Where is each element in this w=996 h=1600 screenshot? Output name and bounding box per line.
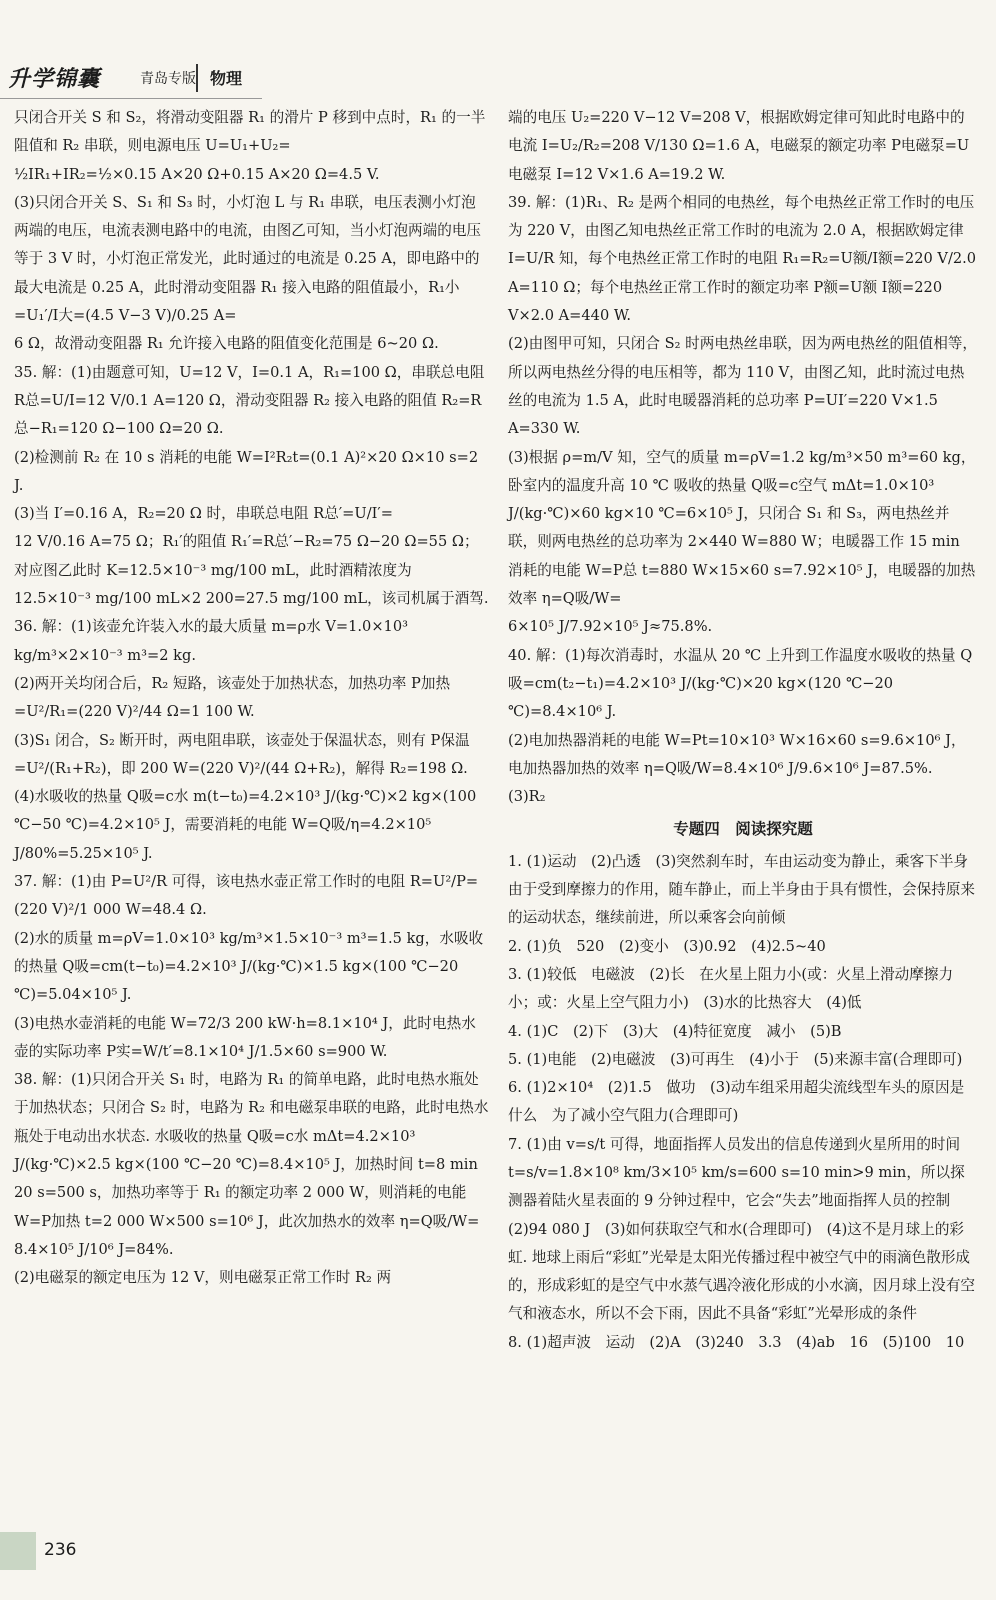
answer-paragraph: (4)水吸收的热量 Q吸=c水 m(t−t₀)=4.2×10³ J/(kg·℃)×2 kg×(100 ℃−50 ℃)=4.2×10⁵ J，需要消耗的电能 W=Q吸/η=4.2×10⁵ J/80%=5.25×10⁵ J. <box>14 788 477 862</box>
answer-paragraph: 1. (1)运动 (2)凸透 (3)突然刹车时，车由运动变为静止，乘客下半身由于受到摩擦力的作用，随车静止，而上半身由于具有惯性，会保持原来的运动状态，继续前进，所以乘客会向前倾 <box>508 852 976 927</box>
page-header <box>0 0 996 100</box>
answer-paragraph: 6×10⁵ J/7.92×10⁵ J≈75.8%. <box>508 618 713 636</box>
subject-label: 物理 <box>210 69 243 88</box>
answer-paragraph: 只闭合开关 S 和 S₂，将滑动变阻器 R₁ 的滑片 P 移到中点时，R₁ 的一半阻值和 R₂ 串联，则电源电压 U=U₁+U₂= <box>14 109 486 155</box>
answer-paragraph: 6. (1)2×10⁴ (2)1.5 做功 (3)动车组采用超尖流线型车头的原因是什么 为了减小空气阻力(合理即可) <box>508 1079 965 1125</box>
brand-logo: 升学锦囊 <box>8 67 101 92</box>
answer-paragraph: (2)电加热器消耗的电能 W=Pt=10×10³ W×16×60 s=9.6×10⁶ J，电加热器加热的效率 η=Q吸/W=8.4×10⁶ J/9.6×10⁶ J=87.5%. <box>508 731 966 777</box>
answer-paragraph: (3)只闭合开关 S、S₁ 和 S₃ 时，小灯泡 L 与 R₁ 串联，电压表测小灯泡两端的电压，电流表测电路中的电流，由图乙可知，当小灯泡两端的电压等于 3 V 时，小灯泡正常发光，此时通过的电流是 0.25 A，即电路中的最大电流是 0.25 A，此时滑动变阻器 R₁ 接入电路的阻值最小，R₁小=U₁′/I大=(4.5 V−3 V)/0.25 A= <box>14 193 482 325</box>
page-number-tab <box>0 1532 36 1570</box>
answer-paragraph: 3. (1)较低 电磁波 (2)长 在火星上阻力小(或：火星上滑动摩擦力小；或：火星上空气阻力小) (3)水的比热容大 (4)低 <box>508 965 954 1012</box>
answer-paragraph: 2. (1)负 520 (2)变小 (3)0.92 (4)2.5~40 <box>508 937 826 955</box>
answer-paragraph: 39. 解：(1)R₁、R₂ 是两个相同的电热丝，每个电热丝正常工作时的电压为 220 V，由图乙知电热丝正常工作时的电流为 2.0 A，根据欧姆定律 I=U/R 知，每个电热丝正常工作时的电阻 R₁=R₂=U额/I额=220 V/2.0 A=110 Ω；每个电热丝正常工作时的额定功率 P额=U额 I额=220 V×2.0 A=440 W. <box>508 193 977 325</box>
answer-paragraph: 8.4×10⁵ J/10⁶ J=84%. <box>14 1240 174 1258</box>
answer-paragraph: 6 Ω，故滑动变阻器 R₁ 允许接入电路的阻值变化范围是 6~20 Ω. <box>14 335 439 353</box>
answer-paragraph: (2)两开关均闭合后，R₂ 短路，该壶处于加热状态，加热功率 P加热=U²/R₁=(220 V)²/44 Ω=1 100 W. <box>14 674 451 721</box>
region-label: 青岛专版 <box>140 71 196 87</box>
header-rule <box>0 98 262 99</box>
answer-paragraph: 端的电压 U₂=220 V−12 V=208 V，根据欧姆定律可知此时电路中的电流 I=U₂/R₂=208 V/130 Ω=1.6 A，电磁泵的额定功率 P电磁泵=U电磁泵 I=12 V×1.6 A=19.2 W. <box>508 109 970 183</box>
answer-paragraph: 35. 解：(1)由题意可知，U=12 V，I=0.1 A，R₁=100 Ω，串联总电阻 R总=U/I=12 V/0.1 A=120 Ω，滑动变阻器 R₂ 接入电路的阻值 R₂=R总−R₁=120 Ω−100 Ω=20 Ω. <box>14 363 485 438</box>
answer-paragraph: 37. 解：(1)由 P=U²/R 可得，该电热水壶正常工作时的电阻 R=U²/P=(220 V)²/1 000 W=48.4 Ω. <box>14 873 479 919</box>
answer-paragraph: 12 V/0.16 A=75 Ω；R₁′的阻值 R₁′=R总′−R₂=75 Ω−20 Ω=55 Ω；对应图乙此时 K=12.5×10⁻³ mg/100 mL，此时酒精浓度为 12.5×10⁻³ mg/100 mL×2 200=27.5 mg/100 mL，该司机属于酒驾. <box>14 533 489 608</box>
answer-paragraph: 8. (1)超声波 运动 (2)A (3)240 3.3 (4)ab 16 (5)100 10 <box>508 1333 965 1351</box>
answer-paragraph: 7. (1)由 v=s/t 可得，地面指挥人员发出的信息传递到火星所用的时间 t=s/v=1.8×10⁸ km/3×10⁵ km/s=600 s=10 min>9 min，所以探测器着陆火星表面的 9 分钟过程中，它会“失去”地面指挥人员的控制 (2)94 080 J (3)如何获取空气和水(合理即可) (4)这不是月球上的彩虹. 地球上雨后“彩虹”光晕是太阳光传播过程中被空气中的雨滴色散形成的，形成彩虹的是空气中水蒸气遇冷液化形成的小水滴，因月球上没有空气和液态水，所以不会下雨，因此不具备“彩虹”光晕形成的条件 <box>508 1135 976 1323</box>
answer-paragraph: (2)由图甲可知，只闭合 S₂ 时两电热丝串联，因为两电热丝的阻值相等，所以两电热丝分得的电压相等，都为 110 V，由图乙知，此时流过电热丝的电流为 1.5 A，此时电暖器消耗的总功率 P=UI′=220 V×1.5 A=330 W. <box>508 335 978 438</box>
header-divider <box>196 64 198 92</box>
answer-paragraph: 4. (1)C (2)下 (3)大 (4)特征宽度 减小 (5)B <box>508 1022 842 1040</box>
answer-paragraph: (2)电磁泵的额定电压为 12 V，则电磁泵正常工作时 R₂ 两 <box>14 1269 392 1287</box>
answer-paragraph: (3)当 I′=0.16 A，R₂=20 Ω 时，串联总电阻 R总′=U/I′= <box>14 505 393 523</box>
answer-paragraph: 36. 解：(1)该壶允许装入水的最大质量 m=ρ水 V=1.0×10³ kg/m³×2×10⁻³ m³=2 kg. <box>14 618 408 664</box>
answer-paragraph: (2)检测前 R₂ 在 10 s 消耗的电能 W=I²R₂t=(0.1 A)²×20 Ω×10 s=2 J. <box>14 448 479 494</box>
answer-paragraph: (3)R₂ <box>508 788 546 806</box>
answer-paragraph: 5. (1)电能 (2)电磁波 (3)可再生 (4)小于 (5)来源丰富(合理即可) <box>508 1050 963 1068</box>
answer-paragraph: 38. 解：(1)只闭合开关 S₁ 时，电路为 R₁ 的简单电路，此时电热水瓶处于加热状态；只闭合 S₂ 时，电路为 R₂ 和电磁泵串联的电路，此时电热水瓶处于电动出水状态. 水吸收的热量 Q吸=c水 mΔt=4.2×10³ J/(kg·℃)×2.5 kg×(100 ℃−20 ℃)=8.4×10⁵ J，加热时间 t=8 min 20 s=500 s，加热功率等于 R₁ 的额定功率 2 000 W，则消耗的电能 W=P加热 t=2 000 W×500 s=10⁶ J，此次加热水的效率 η=Q吸/W= <box>14 1071 489 1230</box>
right-column <box>508 104 978 1357</box>
page-number: 236 <box>44 1540 77 1560</box>
answer-paragraph: (3)根据 ρ=m/V 知，空气的质量 m=ρV=1.2 kg/m³×50 m³=60 kg，卧室内的温度升高 10 ℃ 吸收的热量 Q吸=c空气 mΔt=1.0×10³ J/(kg·℃)×60 kg×10 ℃=6×10⁵ J，只闭合 S₁ 和 S₃，两电热丝并联，则两电热丝的总功率为 2×440 W=880 W；电暖器工作 15 min 消耗的电能 W=P总 t=880 W×15×60 s=7.92×10⁵ J，电暖器的加热效率 η=Q吸/W= <box>508 448 976 608</box>
answer-paragraph: (2)水的质量 m=ρV=1.0×10³ kg/m³×1.5×10⁻³ m³=1.5 kg，水吸收的热量 Q吸=cm(t−t₀)=4.2×10³ J/(kg·℃)×1.5 kg×(100 ℃−20 ℃)=5.04×10⁵ J. <box>14 929 484 1004</box>
answer-paragraph: 40. 解：(1)每次消毒时，水温从 20 ℃ 上升到工作温度水吸收的热量 Q吸=cm(t₂−t₁)=4.2×10³ J/(kg·℃)×20 kg×(120 ℃−20 ℃)=8.4×10⁶ J. <box>508 646 973 721</box>
section-title: 专题四 阅读探究题 <box>673 820 813 839</box>
left-column <box>14 104 490 1292</box>
answer-paragraph: (3)电热水壶消耗的电能 W=72/3 200 kW·h=8.1×10⁴ J，此时电热水壶的实际功率 P实=W/t′=8.1×10⁴ J/1.5×60 s=900 W. <box>14 1014 476 1060</box>
answer-paragraph: ½IR₁+IR₂=½×0.15 A×20 Ω+0.15 A×20 Ω=4.5 V. <box>14 165 380 183</box>
answer-paragraph: (3)S₁ 闭合，S₂ 断开时，两电阻串联，该壶处于保温状态，则有 P保温=U²/(R₁+R₂)，即 200 W=(220 V)²/(44 Ω+R₂)，解得 R₂=198 Ω. <box>14 731 470 777</box>
